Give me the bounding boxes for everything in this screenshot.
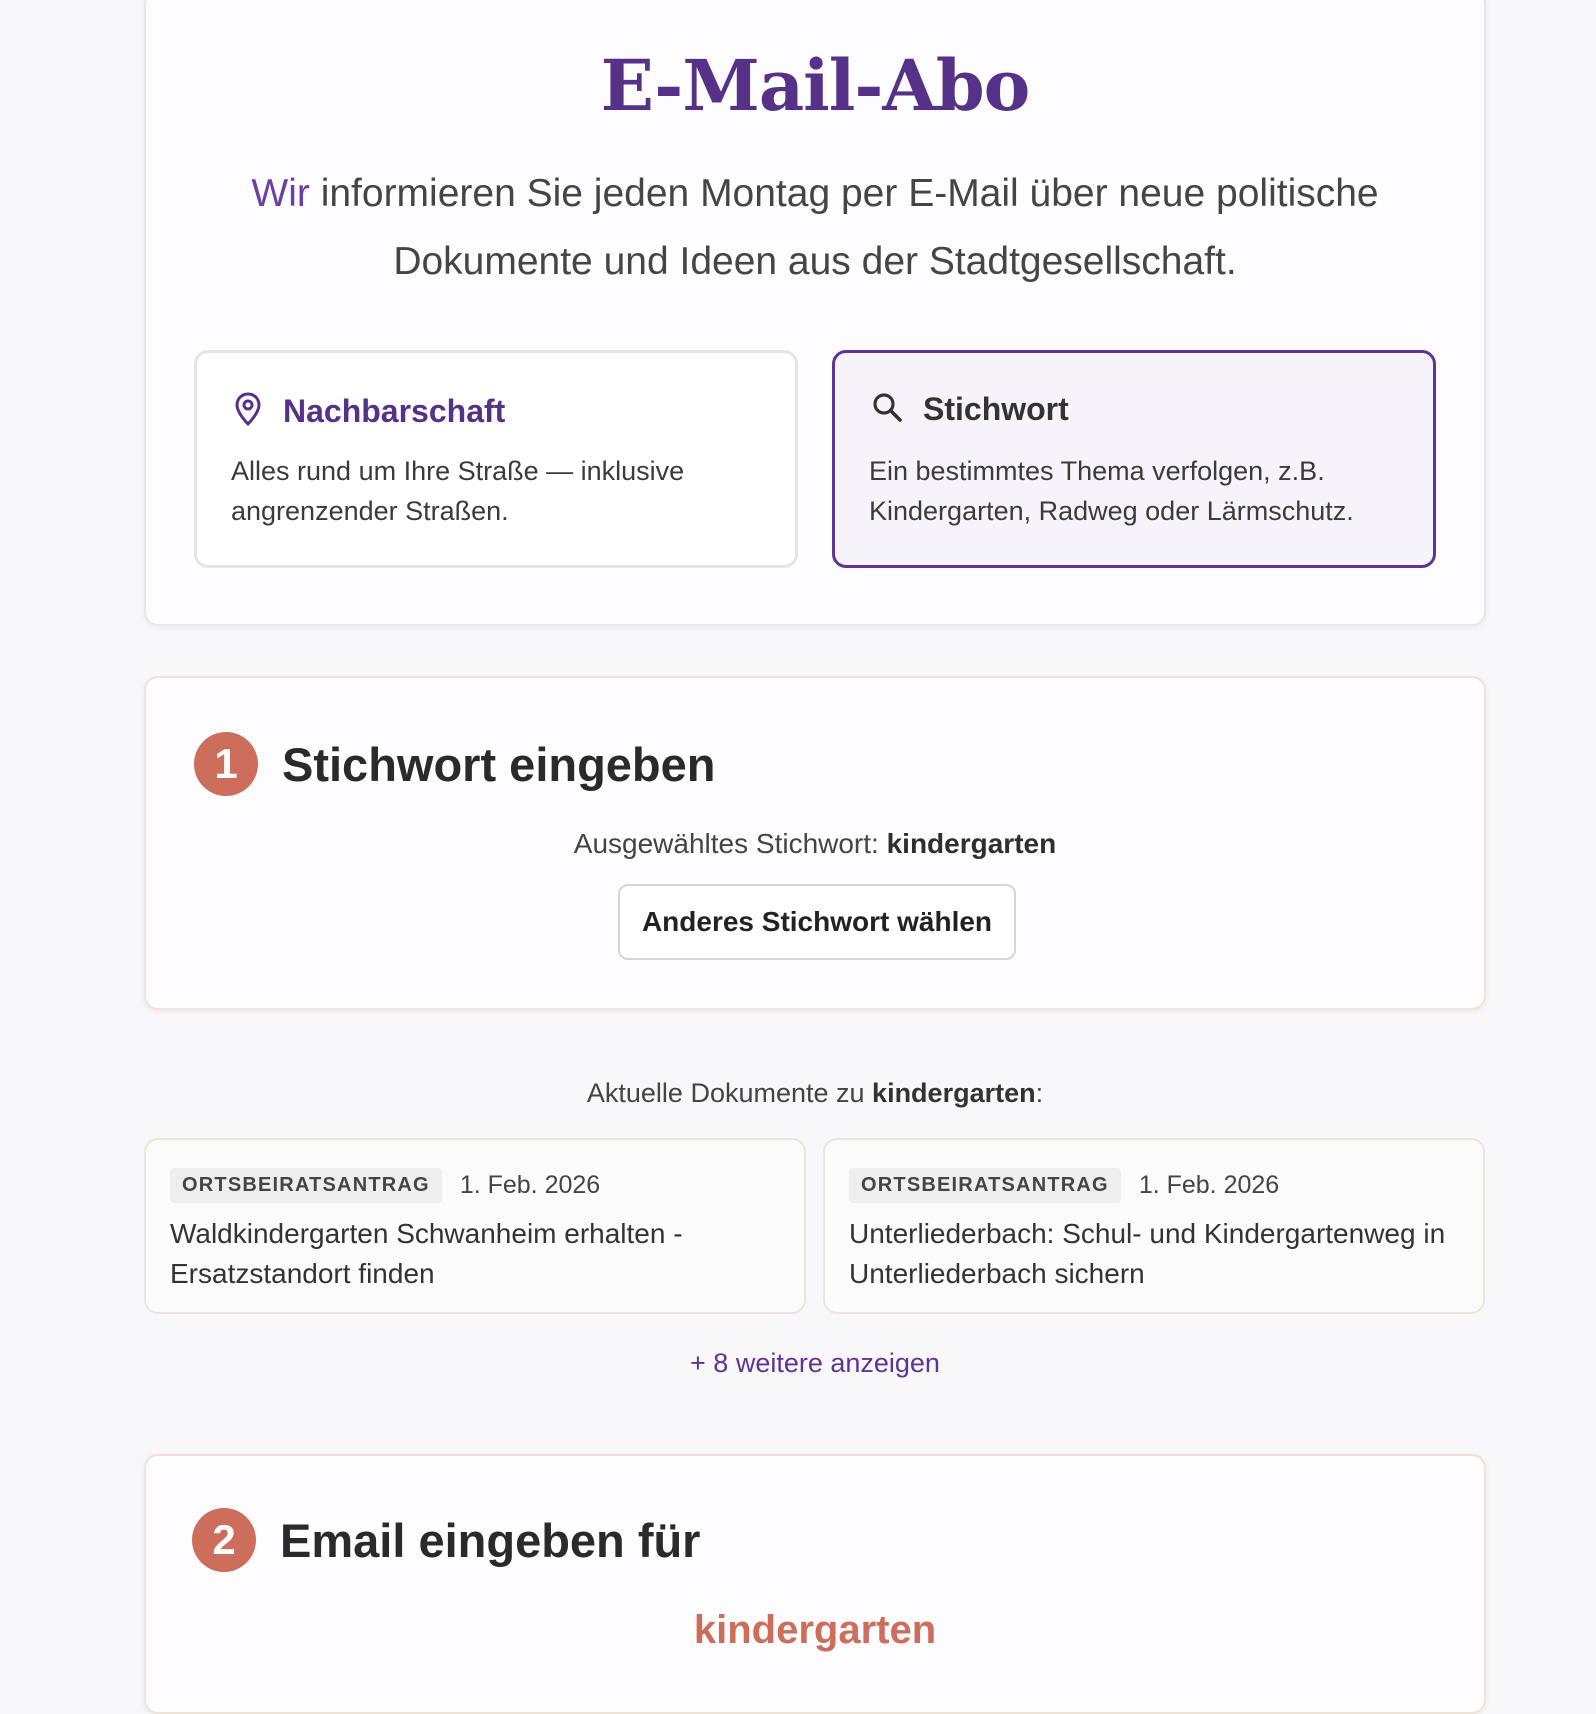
document-title: Waldkindergarten Schwanheim erhalten - Ersatzstandort finden: [170, 1218, 683, 1289]
location-pin-icon: [233, 391, 263, 432]
page-title: E-Mail-Abo: [600, 44, 1030, 127]
option-stichwort[interactable]: [832, 350, 1436, 568]
intro-accent: Wir: [251, 172, 310, 215]
step-number-badge: 1: [194, 732, 258, 796]
document-date: 1. Feb. 2026: [1138, 1171, 1280, 1199]
option-description: Ein bestimmtes Thema verfolgen, z.B. Kindergarten, Radweg oder Lärmschutz.: [869, 456, 1354, 526]
document-type-badge: ORTSBEIRATSANTRAG: [170, 1168, 442, 1203]
selected-keyword-line: [146, 828, 1484, 860]
option-nachbarschaft[interactable]: [194, 350, 798, 568]
change-keyword-button[interactable]: Anderes Stichwort wählen: [618, 884, 1016, 960]
option-description: Alles rund um Ihre Straße — inklusive angrenzender Straßen.: [231, 456, 685, 526]
documents-label: [144, 1078, 1486, 1109]
step-title: Email eingeben für: [280, 1513, 701, 1567]
selected-keyword-prefix: Ausgewähltes Stichwort:: [573, 828, 887, 859]
intro-card: [144, 0, 1486, 626]
document-date: 1. Feb. 2026: [459, 1171, 601, 1199]
step-number-badge: 2: [192, 1508, 256, 1572]
step-1-card: [144, 676, 1486, 1010]
option-title: Stichwort: [923, 391, 1069, 427]
document-card[interactable]: [823, 1138, 1485, 1314]
documents-label-suffix: :: [1035, 1078, 1044, 1108]
search-icon: [871, 391, 903, 428]
document-title: Unterliederbach: Schul- und Kindergartenweg in Unterliederbach sichern: [849, 1218, 1446, 1289]
show-more-link[interactable]: + 8 weitere anzeigen: [690, 1348, 940, 1378]
documents-label-prefix: Aktuelle Dokumente zu: [586, 1078, 873, 1108]
document-card[interactable]: [144, 1138, 806, 1314]
option-title: Nachbarschaft: [283, 393, 506, 429]
intro-rest: informieren Sie jeden Montag per E-Mail über neue politische Dokumente und Ideen aus der Stadtgesellschaft.: [309, 172, 1379, 283]
intro-text: [206, 160, 1424, 296]
step-title: Stichwort eingeben: [282, 737, 716, 791]
email-keyword-highlight: kindergarten: [693, 1608, 937, 1652]
step-2-card: [144, 1454, 1486, 1714]
document-type-badge: ORTSBEIRATSANTRAG: [849, 1168, 1121, 1203]
documents-keyword: kindergarten: [872, 1078, 1036, 1108]
selected-keyword: kindergarten: [886, 828, 1057, 859]
